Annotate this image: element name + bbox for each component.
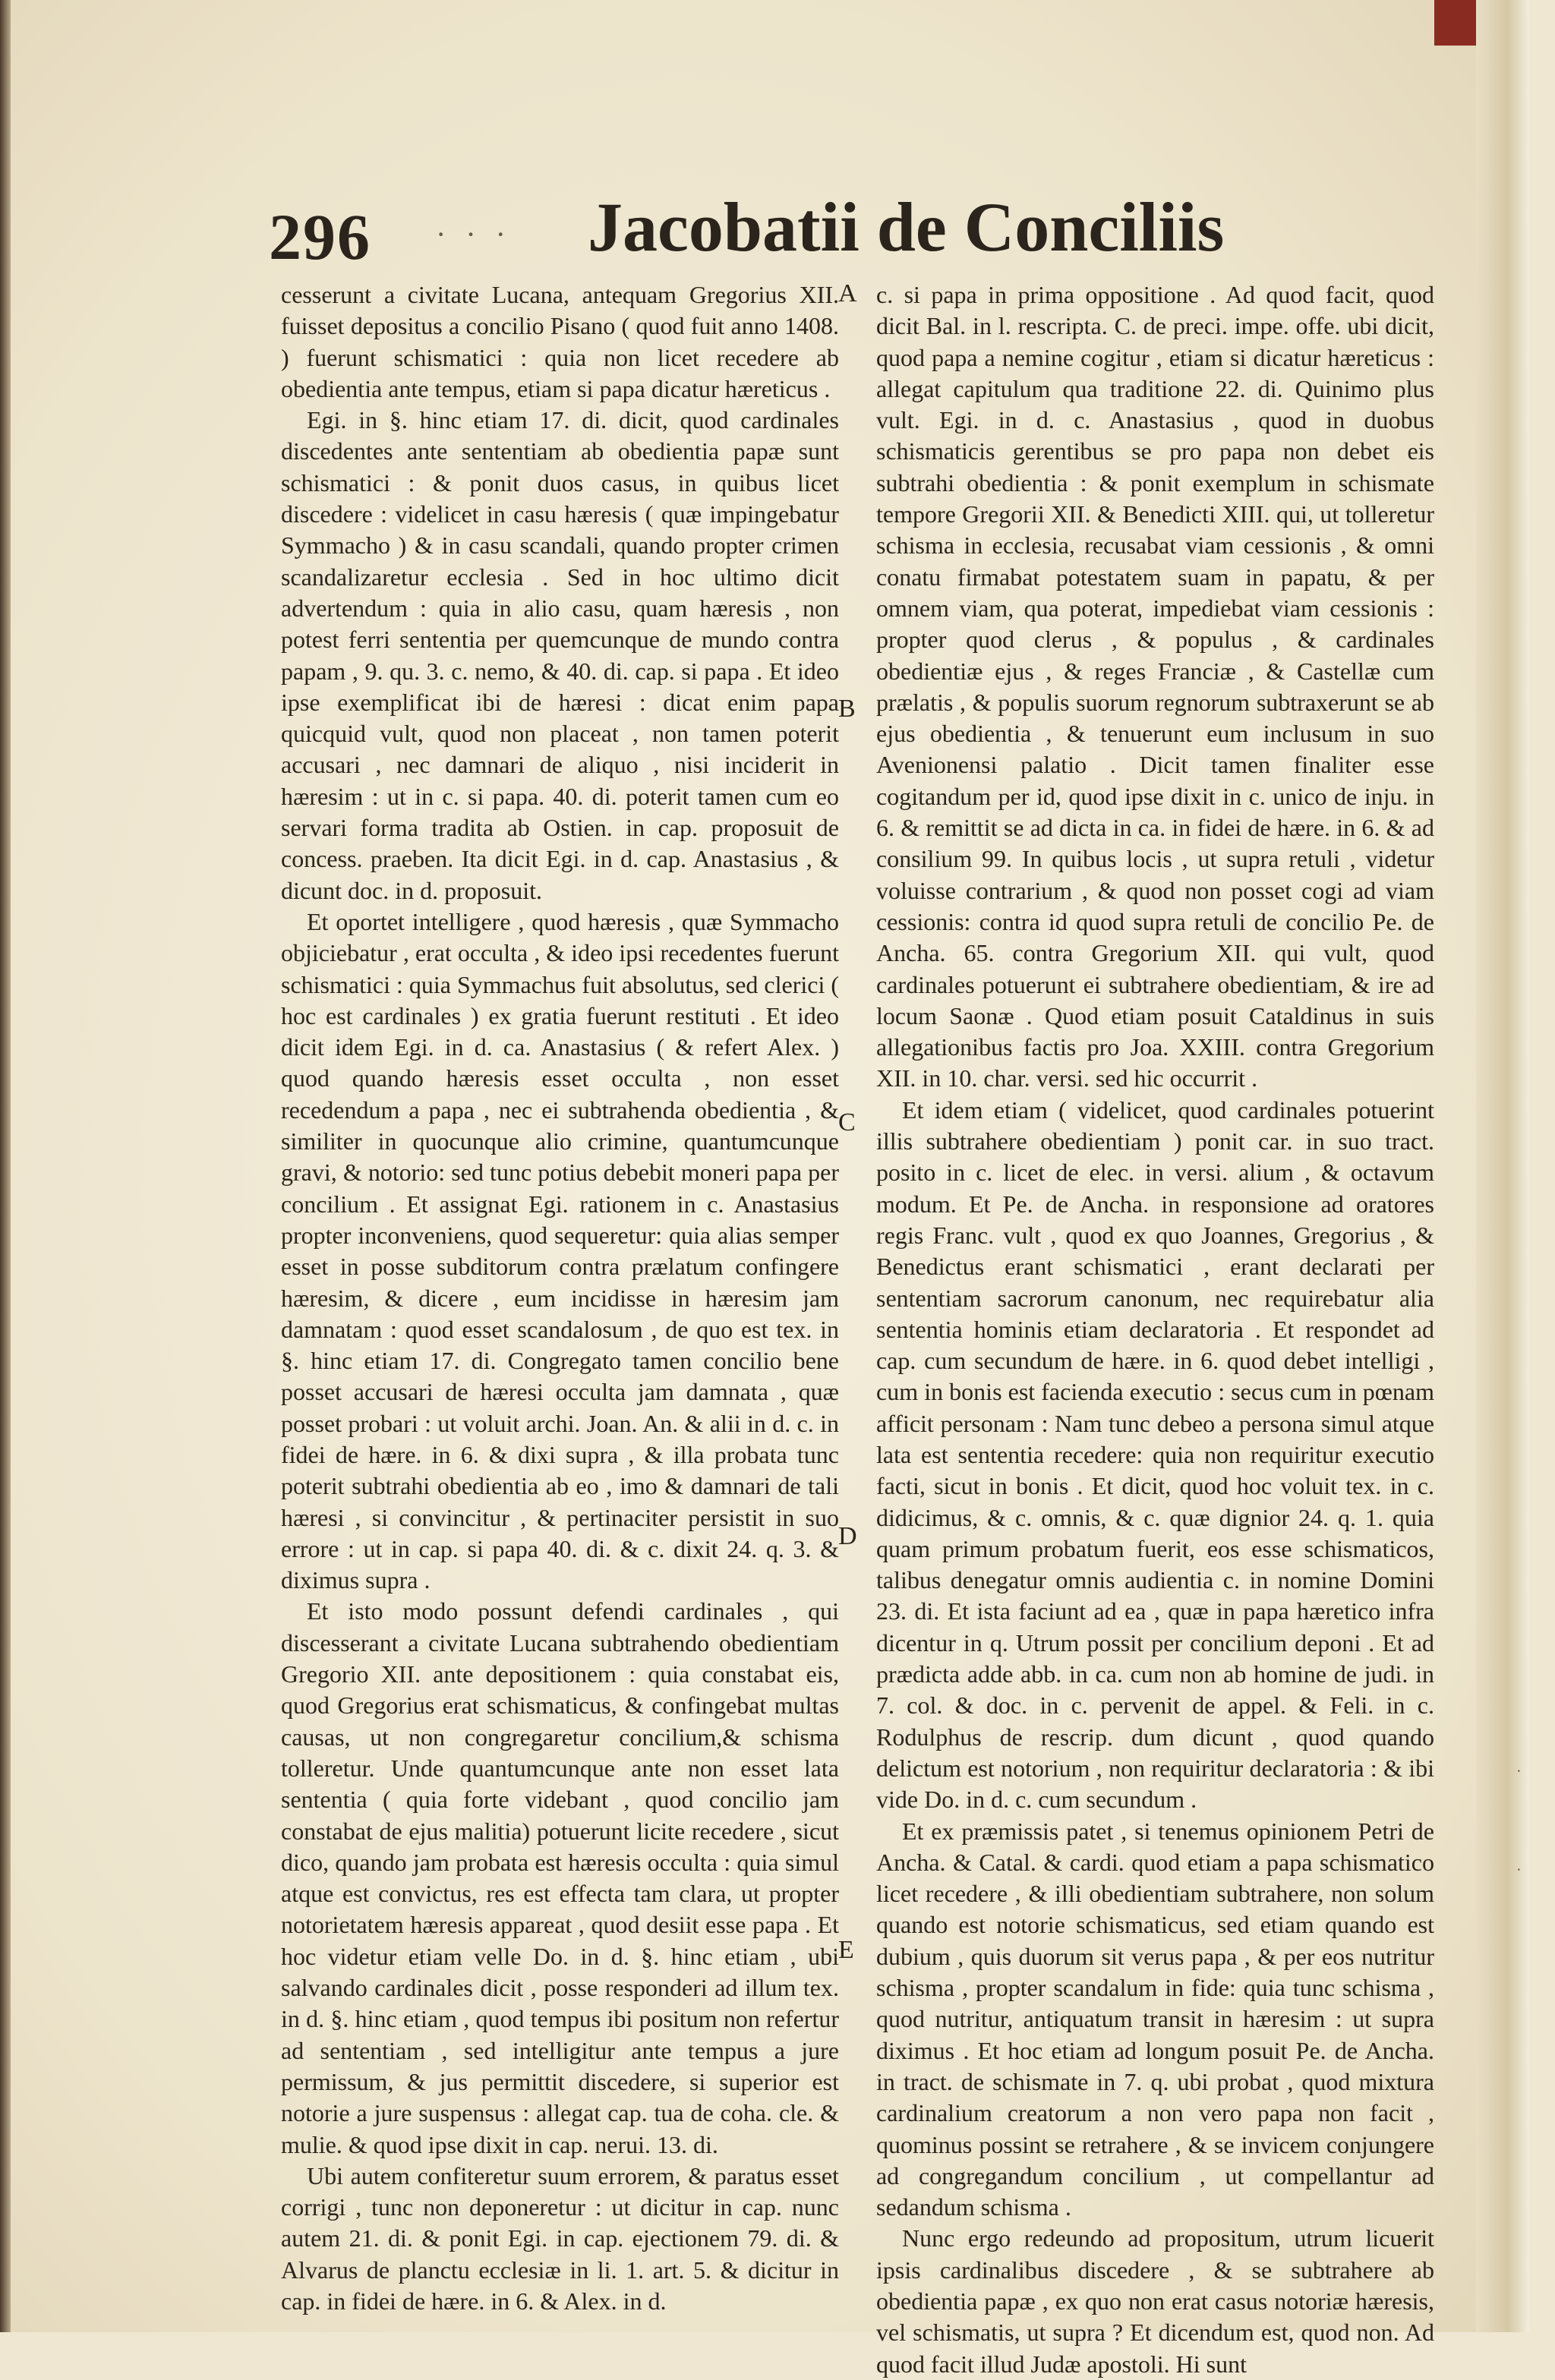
left-paragraph: Egi. in §. hinc etiam 17. di. dicit, quod cardinales discedentes ante sententiam ab obedientia papæ sunt schismatici : & ponit duos casus, in quibus licet discedere : videlicet in casu hæresis ( quæ impingebatur Symmacho ) & in casu scandali, quando propter crimen scandalizaretur ecclesia . Sed in hoc ultimo dicit advertendum : quia in alio casu, quam hæresis , non potest ferri sententia per quemcunque de mundo contra papam , 9. qu. 3. c. nemo, & 40. di. cap. si papa . Et ideo ipse exemplificat ibi de hæresi : dicat enim papa quicquid vult, quod non placeat , non tamen poterit accusari , nec damnari de aliquo , nisi inciderit in hæresim : ut in c. si papa. 40. di. poterit tamen cum eo servari forma tradita ab Ostien. in cap. proposuit de concess. praeben. Ita dicit Egi. in d. cap. Anastasius , & dicunt doc. in d. proposuit. (281, 406, 839, 904)
gutter-bleed-mark: · (1516, 1761, 1522, 1780)
margin-letter-a: A (838, 279, 857, 307)
right-text-column (876, 279, 1434, 2380)
header-ornament: · · · (436, 217, 512, 251)
gutter-bleed-mark: · (1516, 1860, 1522, 1879)
left-paragraph: cesserunt a civitate Lucana, antequam Gregorius XII. fuisset depositus a concilio Pisano ( quod fuit anno 1408. ) fuerunt schismatici : quia non licet recedere ab obedientia ante tempus, etiam si papa dicatur hæreticus . (281, 281, 839, 402)
right-paragraph: Et idem etiam ( videlicet, quod cardinales potuerint illis subtrahere obedientiam ) ponit car. in suo tract. posito in c. licet de elec. in versi. alium , & octavum modum. Et Pe. de Ancha. in responsione ad oratores regis Franc. vult , quod ex quo Joannes, Gregorius , & Benedictus erant schismatici , erant declarati per sententiam sacrorum canonum, nec requirebatur alia sententia hominis etiam declaratoria . Et respondet ad cap. cum secundum de hære. in 6. quod debet intelligi , cum in bonis est facienda executio : secus cum in pœnam afficit personam : Nam tunc debeo a persona simul atque lata est sententia recedere: quia non requiritur executio facti, sicut in bonis . Et dicit, quod hoc voluit tex. in c. didicimus, & c. omnis, & c. quæ dignior 24. q. 1. quia quam primum probatum fuerit, eos esse schismaticos, talibus denegatur omnis audientia c. in nomine Domini 23. di. Et ista faciunt ad ea , quæ in papa hæretico infra dicentur in q. Utrum possit per concilium deponi . Et ad prædicta adde abb. in ca. cum non ab homine de judi. in 7. col. & doc. in c. pervenit de appel. & Feli. in c. Rodulphus de rescrip. dum dicunt , quod quando delictum est notorium , non requiritur declaratoria : & ibi vide Do. in d. c. cum secundum . (876, 1095, 1434, 1814)
left-paragraph: Ubi autem confiteretur suum errorem, & paratus esset corrigi , tunc non deponeretur : ut dicitur in cap. nunc autem 21. di. & ponit Egi. in cap. ejectionem 79. di. & Alvarus de planctu ecclesiæ in li. 1. art. 5. & dicitur in cap. in fidei de hære. in 6. & Alex. in d. (281, 2161, 839, 2315)
left-paragraph: Et oportet intelligere , quod hæresis , quæ Symmacho objiciebatur , erat occulta , & ideo ipsi recedentes fuerunt schismatici : quia Symmachus fuit absolutus, sed clerici ( hoc est cardinales ) ex gratia fuerunt restituti . Et ideo dicit idem Egi. in d. ca. Anastasius ( & refert Alex. ) quod quando hæresis esset occulta , non esset recedendum a papa , nec ei subtrahenda obedientia , & similiter in quocunque alio crimine, quantumcunque gravi, & notorio: sed tunc potius debebit moneri papa per concilium . Et assignat Egi. rationem in c. Anastasius propter inconveniens, quod sequeretur: quia alias semper esset in posse subditorum contra prælatum confingere hæresim, & dicere , eum incidisse in hæresim jam damnatam : quod esset scandalosum , de quo est tex. in §. hinc etiam 17. di. Congregato tamen concilio bene posset accusari de hæresi occulta jam damnata , quæ posset probari : ut voluit archi. Joan. An. & alii in d. c. in fidei de hære. in 6. & dixi supra , & illa probata tunc poterit subtrahi obedientia ab eo , imo & damnari de tali hæresi , si convincitur , & pertinaciter persistit in suo errore : ut in cap. si papa 40. di. & c. dixit 24. q. 3. & diximus supra . (281, 907, 839, 1594)
page-gutter (1476, 0, 1529, 2332)
left-paragraph: Et isto modo possunt defendi cardinales , qui discesserant a civitate Lucana subtrahendo obedientiam Gregorio XII. ante depositionem : quia constabat eis, quod Gregorius erat schismaticus, & confingebat multas causas, ut non congregaretur concilium,& schisma tolleretur. Unde quantumcunque ante non esset lata sententia ( quia forte videbant , quod concilio jam constabat de ejus malitia) potuerunt licite recedere , sicut dico, quando jam probata est hæresis occulta : quia simul atque est convictus, res est effecta tam clara, ut propter notorietatem hæresis appareat , quod desiit esse papa . Et hoc videtur etiam velle Do. in d. §. hinc etiam , ubi salvando cardinales dicit , posse responderi ad illum tex. in d. §. hinc etiam , quod tempus ibi positum non refertur ad sententiam , sed intelligitur ante tempus a jure permissum, & jus permittit discedere, si superior est notorie a jure suspensus : allegat cap. tua de coha. cle. & mulie. & quod ipse dixit in cap. nerui. 13. di. (281, 1597, 839, 2158)
book-page (11, 0, 1529, 2378)
right-paragraph: Nunc ergo redeundo ad propositum, utrum licuerit ipsis cardinalibus discedere , & se subtrahere ab obedientia papæ , ex quo non erat casus notoriæ hæresis, vel schismatis, ut supra ? Et dicendum est, quod non. Ad quod facit illud Judæ apostoli. Hi sunt (876, 2224, 1434, 2378)
margin-letter-d: D (838, 1522, 857, 1550)
book-spine-edge (0, 0, 11, 2332)
margin-letter-c: C (838, 1108, 856, 1136)
left-text-column (281, 279, 839, 2317)
right-paragraph: c. si papa in prima oppositione . Ad quod facit, quod dicit Bal. in l. rescripta. C. de preci. impe. offe. ubi dicit, quod papa a nemine cogitur , etiam si dicatur hæreticus : allegat capitulum qua traditione 22. di. Quinimo plus vult. Egi. in d. c. Anastasius , quod in duobus schismaticis gerentibus se pro papa non debet eis subtrahi obedientia : & ponit exemplum in schismate tempore Gregorii XII. & Benedicti XIII. qui, ut tolleretur schisma in ecclesia, recusabat viam cessionis , & omni conatu firmabat potestatem suam in papatu, & per omnem viam, qua poterat, impediebat viam cessionis : propter quod clerus , & populus , & cardinales obedientiæ ejus , & reges Franciæ , & Castellæ cum prælatis , & populis suorum regnorum subtraxerunt se ab ejus obedientia , & tenuerunt eum inclusum in suo Avenionensi palatio . Dicit tamen finaliter esse cogitandum per id, quod ipse dixit in c. unico de inju. in 6. & remittit se ad dicta in ca. in fidei de hære. in 6. & ad consilium 99. In quibus locis , ut supra retuli , videtur voluisse contrarium , & quod non posset cogi ad viam cessionis: contra id quod supra retuli de concilio Pe. de Ancha. 65. contra Gregorium XII. qui vult, quod cardinales potuerunt ei subtrahere obedientiam, & ire ad locum Saonæ . Quod etiam posuit Cataldinus in suis allegationibus factis pro Joa. XXIII. contra Gregorium XII. in 10. char. versi. sed hic occurrit . (876, 281, 1434, 1092)
margin-letter-e: E (838, 1936, 854, 1964)
margin-letter-b: B (838, 695, 856, 723)
page-number: 296 (269, 200, 371, 273)
right-paragraph: Et ex præmissis patet , si tenemus opinionem Petri de Ancha. & Catal. & cardi. quod etiam a papa schismatico licet recedere , & illi obedientiam subtrahere, non solum quando est notorie schismaticus, sed etiam quando est dubium , quis duorum sit verus papa , & per eos nutritur schisma , propter scandalum in fide: quia tunc schisma , quod nutritur, antiquatum transit in hæresim : ut supra diximus . Et hoc etiam ad longum posuit Pe. de Ancha. in tract. de schismate in 7. q. ubi probat , quod mixtura cardinalium creatorum a non vero papa non facit , quominus possint se retrahere , & se invicem conjungere ad congregandum concilium , ut compellantur ad sedandum schisma . (876, 1817, 1434, 2221)
running-title: Jacobatii de Conciliis (588, 188, 1225, 266)
